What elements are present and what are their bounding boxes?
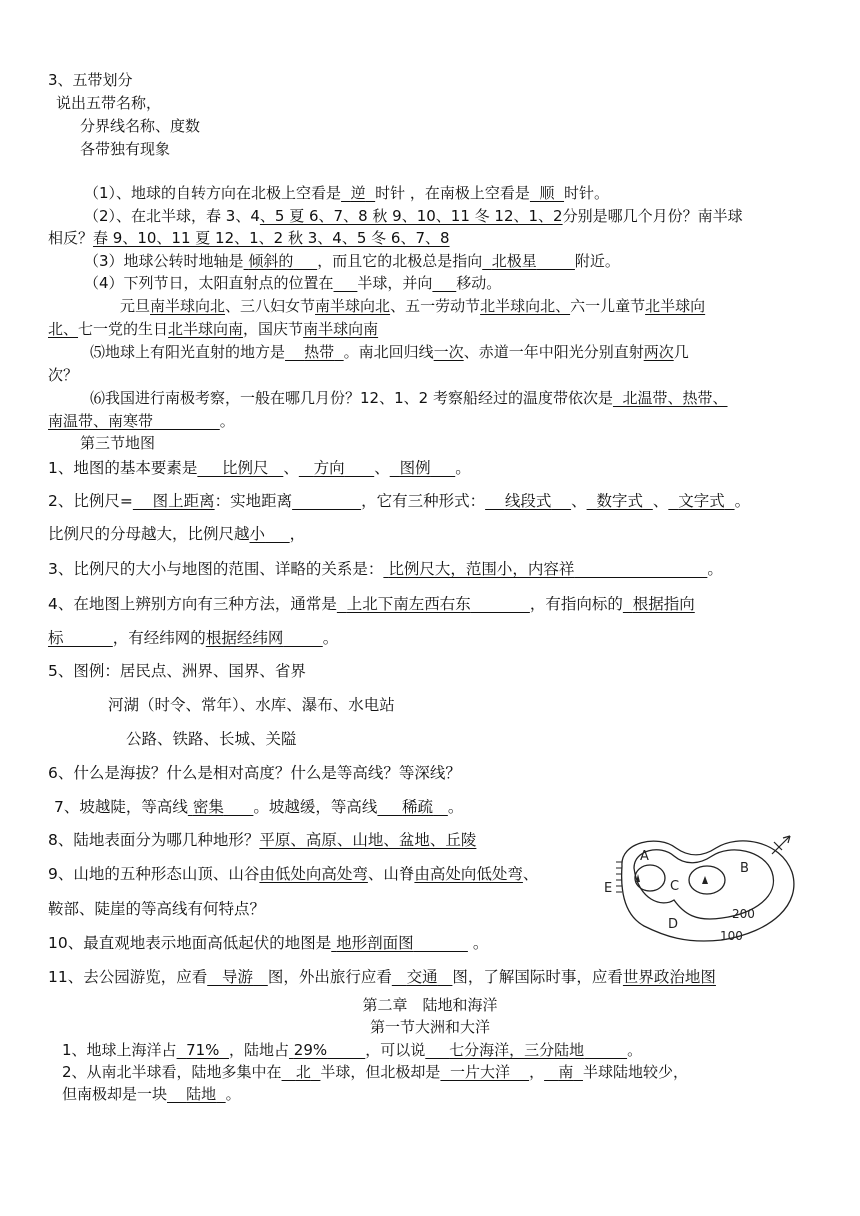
text-line: 各带独有现象 — [80, 140, 171, 158]
summit-marker — [702, 876, 708, 884]
contour-summit-c — [689, 866, 725, 894]
map-q1: 1、地图的基本要素是 比例尺 、 方向 、 图例 。 — [48, 459, 471, 477]
map-q5-line3: 公路、铁路、长城、关隘 — [126, 730, 297, 748]
map-q6: 6、什么是海拔？什么是相对高度？什么是等高线？等深线？ — [48, 764, 461, 782]
map-label-a: A — [640, 849, 649, 864]
continent-q2: 2、从南北半球看，陆地多集中在 北 半球，但北极却是 一片大洋 ， 南 半球陆地较少， — [62, 1063, 688, 1081]
section-heading: 第一节大洲和大洋 — [369, 1018, 490, 1036]
map-label-b: B — [740, 861, 749, 876]
continent-q2-cont: 但南极却是一块 陆地 。 — [62, 1085, 241, 1103]
map-label-e: E — [604, 881, 613, 896]
map-label-d: D — [668, 917, 679, 932]
contour-map-figure — [604, 828, 800, 948]
map-q5: 5、图例：居民点、洲界、国界、省界 — [48, 662, 306, 680]
question-2: （2）、在北半球，春 3、4、5 夏 6、7、8 秋 9、10、11 冬 12、1、2分别是哪几个月份？南半球 — [84, 207, 743, 225]
contour-value-200: 200 — [732, 907, 755, 921]
chapter-title: 第二章 陆地和海洋 — [362, 996, 498, 1014]
question-4: （4）下列节日，太阳直射点的位置在 半球，并向 移动。 — [84, 274, 502, 292]
map-q4: 4、在地图上辨别方向有三种方法，通常是 上北下南左西右东 ，有指向标的 根据指向 — [48, 595, 695, 613]
map-q11: 11、去公园游览，应看 导游 图，外出旅行应看 交通 图，了解国际时事，应看世界政治地图 — [48, 968, 716, 986]
map-q2: 2、比例尺= 图上距离：实地距离 ，它有三种形式： 线段式 、 数字式 、 文字式 。 — [48, 492, 751, 510]
question-5-cont: 次？ — [48, 366, 79, 384]
map-q9-cont: 鞍部、陡崖的等高线有何特点？ — [48, 900, 266, 918]
map-q4-cont: 标 ，有经纬网的根据经纬网 。 — [48, 629, 339, 647]
map-q8: 8、陆地表面分为哪几种地形？平原、高原、山地、盆地、丘陵 — [48, 831, 477, 849]
map-q10: 10、最直观地表示地面高低起伏的地图是 地形剖面图 。 — [48, 934, 489, 952]
question-6: ⑹我国进行南极考察，一般在哪几月份？12、1、2 考察船经过的温度带依次是 北温带、热带、 — [90, 389, 728, 407]
continent-q1: 1、地球上海洋占 71% ，陆地占 29% ，可以说 七分海洋，三分陆地 。 — [62, 1041, 643, 1059]
section-title: 3、五带划分 — [48, 71, 133, 89]
text-line: 分界线名称、度数 — [80, 117, 201, 135]
question-4-festivals-cont: 北、七一党的生日北半球向南，国庆节南半球向南 — [48, 320, 379, 338]
question-6-cont: 南温带、南寒带 。 — [48, 412, 235, 430]
text-line: 说出五带名称， — [56, 94, 162, 112]
map-q2b: 比例尺的分母越大，比例尺越小 ， — [48, 525, 306, 543]
question-2-cont: 相反？春 9、10、11 夏 12、1、2 秋 3、4、5 冬 6、7、8 — [48, 229, 450, 247]
map-q3: 3、比例尺的大小与地图的范围、详略的关系是： 比例尺大，范围小，内容祥 。 — [48, 560, 723, 578]
contour-summit-a — [635, 865, 665, 891]
map-q7: 7、坡越陡，等高线 密集 。坡越缓，等高线 稀疏 。 — [54, 798, 464, 816]
map-q9: 9、山地的五种形态山顶、山谷由低处向高处弯、山脊由高处向低处弯、 — [48, 865, 539, 883]
question-5: ⑸地球上有阳光直射的地方是 热带 。南北回归线一次、赤道一年中阳光分别直射两次几 — [90, 343, 689, 361]
question-4-festivals: 元旦南半球向北、三八妇女节南半球向北、五一劳动节北半球向北、六一儿童节北半球向 — [120, 297, 706, 315]
question-1: （1）、地球的自转方向在北极上空看是 逆 时针 ，在南极上空看是 顺 时针。 — [84, 184, 610, 202]
north-arrow-icon — [772, 836, 790, 854]
question-3: （3）地球公转时地轴是 倾斜的 ，而且它的北极总是指向 北极星 附近。 — [84, 252, 620, 270]
section-heading: 第三节地图 — [80, 434, 156, 452]
map-label-c: C — [670, 879, 680, 894]
contour-value-100: 100 — [720, 929, 743, 943]
map-q5-line2: 河湖（时令、常年）、水库、瀑布、水电站 — [108, 696, 395, 714]
